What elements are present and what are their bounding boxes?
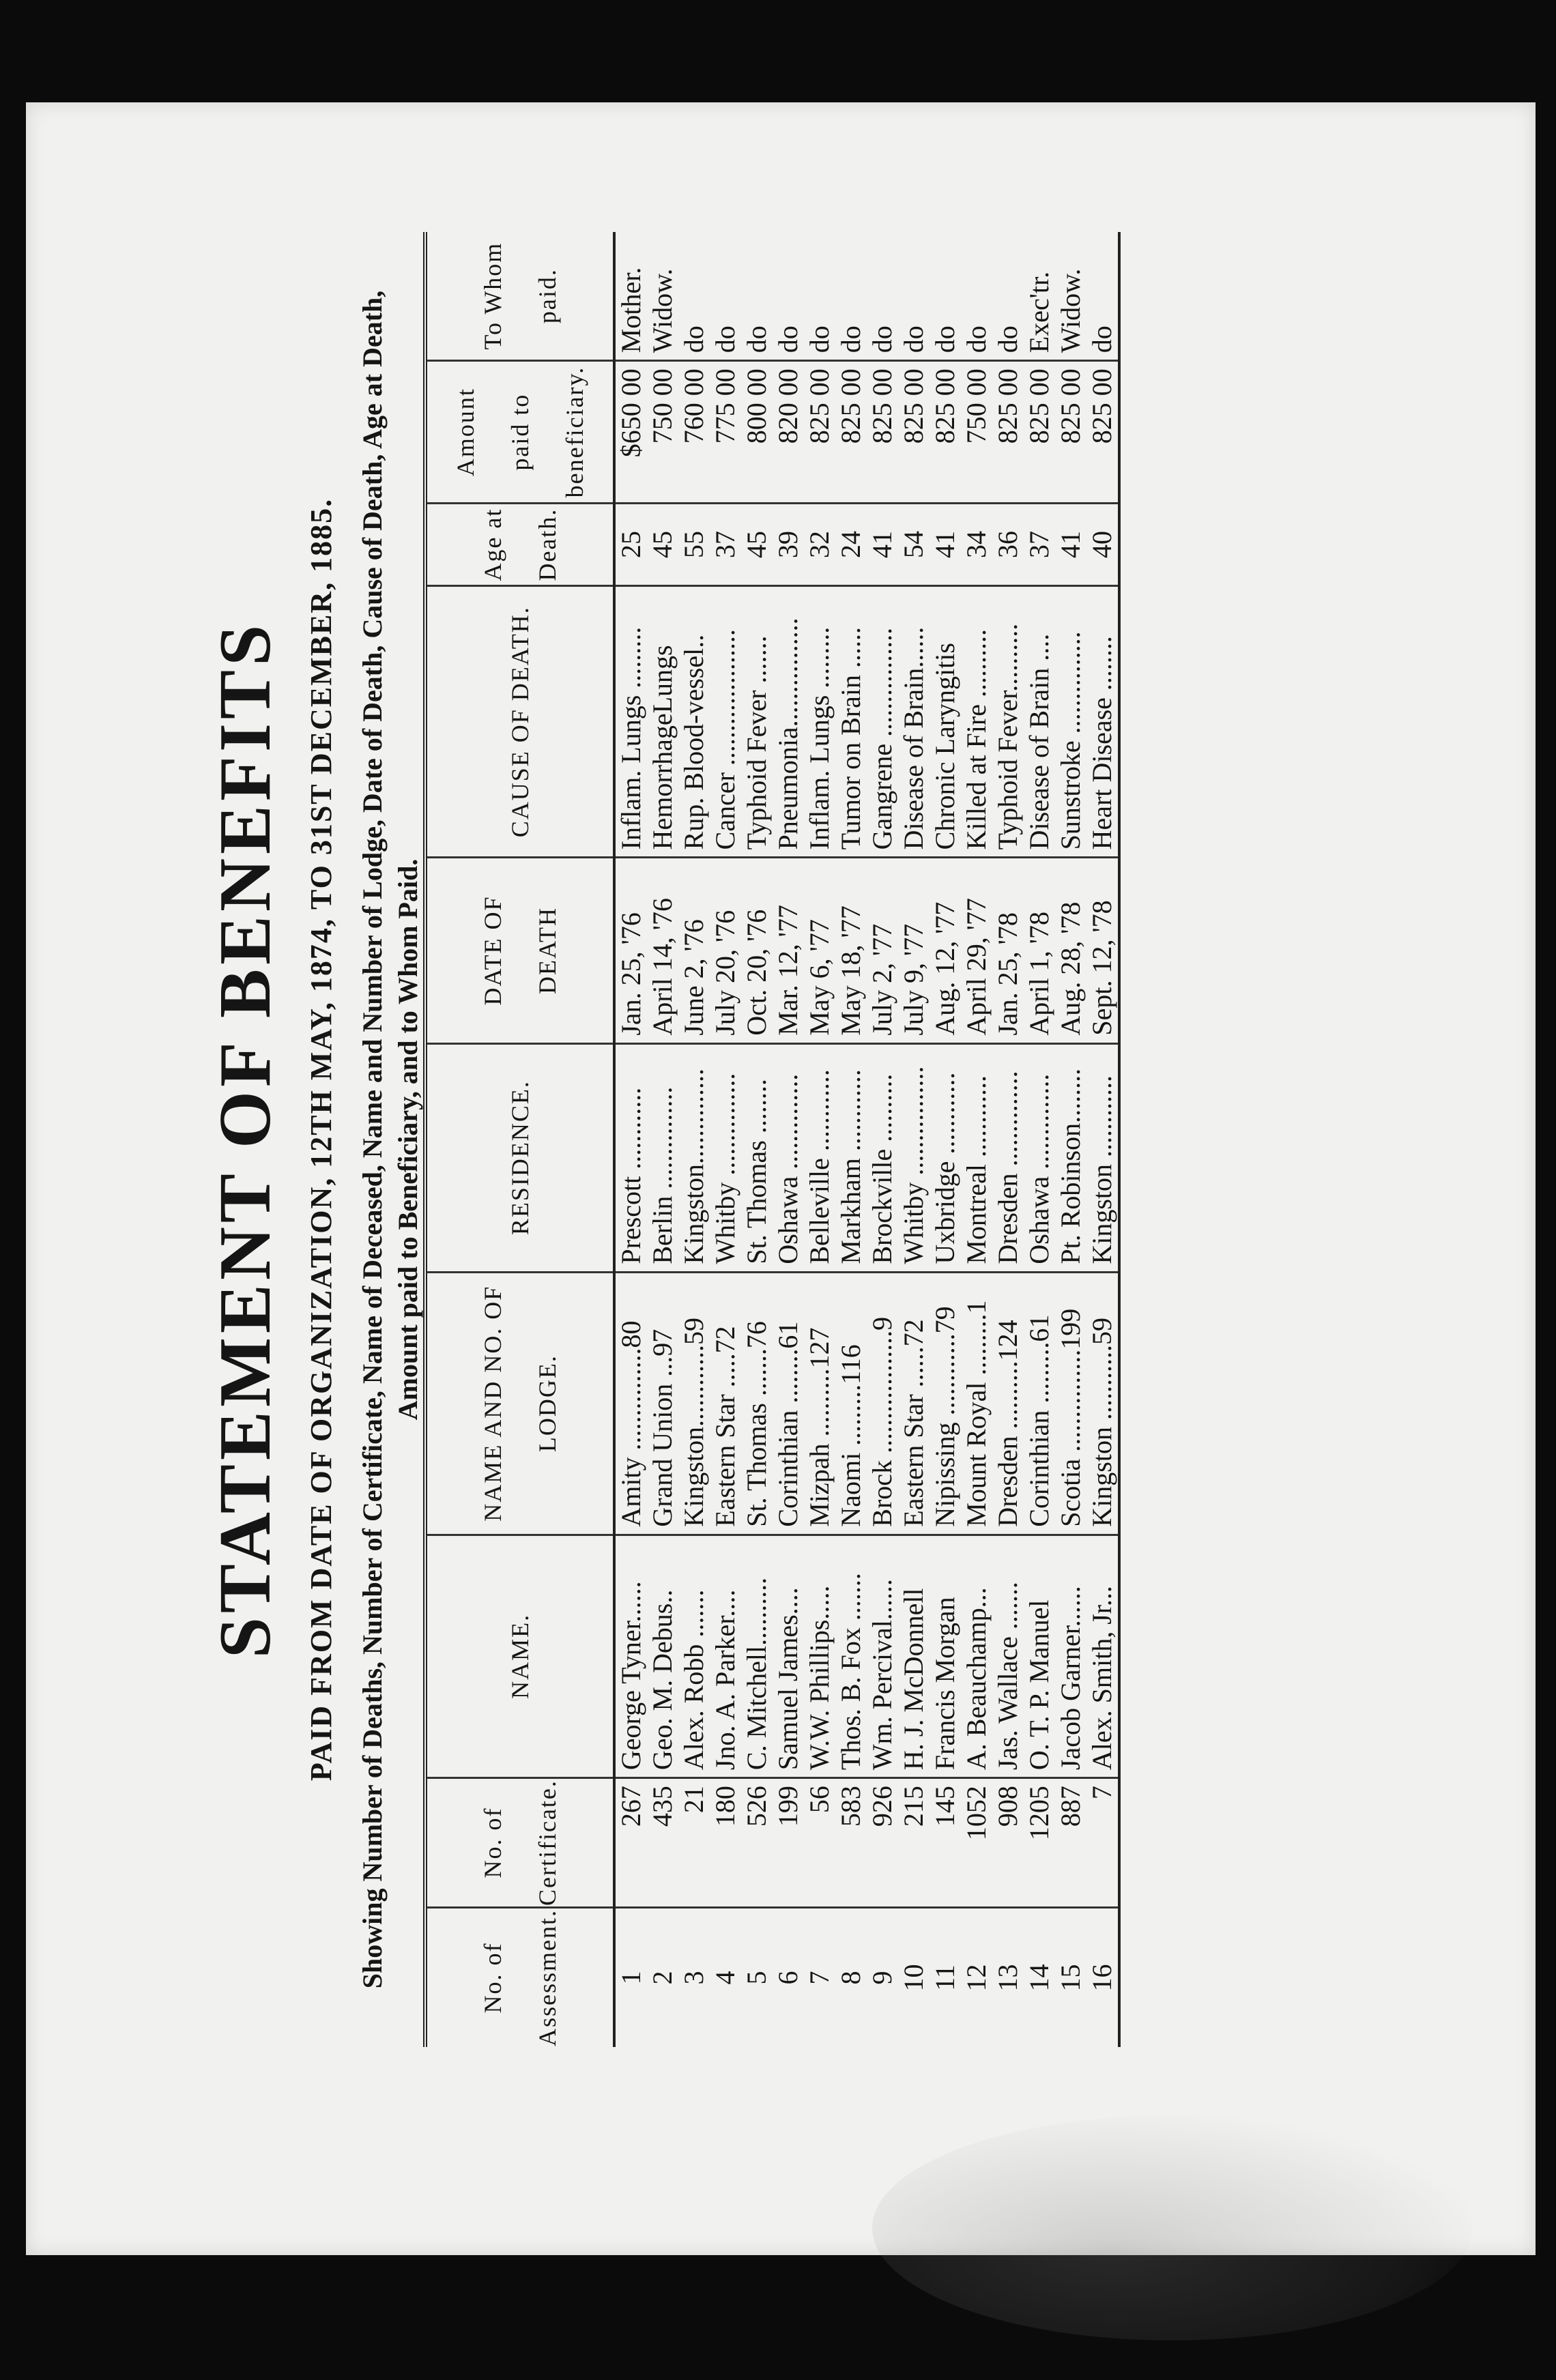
cause-cell: Sunstroke ............... xyxy=(1055,586,1086,858)
age-cell: 45 xyxy=(741,503,773,585)
whom-cell: Exec'tr. xyxy=(1024,271,1054,353)
name-cell: H. J. McDonnell xyxy=(898,1535,930,1777)
whom-cell: do xyxy=(678,325,709,353)
amount-cell: 760 00 xyxy=(678,361,710,504)
name-cell: Geo. M. Debus.. xyxy=(647,1535,678,1777)
age-cell: 37 xyxy=(1024,503,1055,585)
residence-cell: Berlin ............... xyxy=(647,1043,678,1272)
whom-cell: Widow. xyxy=(647,268,678,353)
name-cell: Thos. B. Fox ....... xyxy=(835,1535,867,1777)
age-cell: 40 xyxy=(1086,503,1119,585)
certificate-cell: 1052 xyxy=(961,1778,992,1908)
residence-cell: Pt. Robinson........ xyxy=(1055,1043,1086,1272)
col-residence-header: RESIDENCE. xyxy=(425,1043,614,1272)
lodge-cell: St. Thomas .......76 xyxy=(741,1272,773,1535)
amount-cell: 820 00 xyxy=(773,361,804,504)
assessment-cell: 4 xyxy=(710,1908,741,2048)
page-subtitle: PAID FROM DATE OF ORGANIZATION, 12TH MAY, 1874, TO 31ST DECEMBER, 1885. xyxy=(304,497,338,1782)
certificate-cell: 21 xyxy=(678,1778,710,1908)
age-cell: 37 xyxy=(710,503,741,585)
certificate-cell: 583 xyxy=(835,1778,867,1908)
amount-cell: 825 00 xyxy=(804,361,835,504)
cause-cell: HemorrhageLungs xyxy=(647,586,678,858)
lodge-cell: Corinthian .........61 xyxy=(1024,1272,1055,1535)
certificate-cell: 199 xyxy=(773,1778,804,1908)
whom-cell: do xyxy=(961,325,992,353)
assessment-cell: 13 xyxy=(992,1908,1024,2048)
whom-cell: do xyxy=(710,325,740,353)
certificate-cell: 7 xyxy=(1086,1778,1119,1908)
certificate-cell: 267 xyxy=(614,1778,647,1908)
certificate-cell: 56 xyxy=(804,1778,835,1908)
residence-cell: Kingston.............. xyxy=(678,1043,710,1272)
assessment-cell: 3 xyxy=(678,1908,710,2048)
assessment-cell: 16 xyxy=(1086,1908,1119,2048)
name-cell: Alex. Smith, Jr... xyxy=(1086,1535,1119,1777)
lodge-cell: Amity ...............80 xyxy=(614,1272,647,1535)
assessment-cell: 8 xyxy=(835,1908,867,2048)
name-cell: Jno. A. Parker.... xyxy=(710,1535,741,1777)
name-cell: Francis Morgan xyxy=(930,1535,961,1777)
lodge-cell: Naomi .........116 xyxy=(835,1272,867,1535)
name-cell: W.W. Phillips..... xyxy=(804,1535,835,1777)
lodge-cell: Kingston ...........59 xyxy=(1086,1272,1119,1535)
assessment-cell: 6 xyxy=(773,1908,804,2048)
whom-cell: do xyxy=(804,325,835,353)
residence-cell: Oshawa .............. xyxy=(1024,1043,1055,1272)
lodge-cell: Kingston............59 xyxy=(678,1272,710,1535)
assessment-cell: 7 xyxy=(804,1908,835,2048)
residence-cell: Markham ............ xyxy=(835,1043,867,1272)
col-age-header: Age at Death. xyxy=(425,503,614,585)
whom-cell: do xyxy=(773,325,803,353)
whom-cell: do xyxy=(867,325,897,353)
date-cell: July 2, '77 xyxy=(867,858,898,1043)
cause-cell: Disease of Brain...... xyxy=(898,586,930,858)
date-cell: April 1, '78 xyxy=(1024,858,1055,1043)
age-cell: 25 xyxy=(614,503,647,585)
date-cell: Mar. 12, '77 xyxy=(773,858,804,1043)
assessment-cell: 11 xyxy=(930,1908,961,2048)
rotated-content xyxy=(198,232,1358,2047)
col-certificate-header: No. of Certificate. xyxy=(425,1778,614,1908)
assessment-cell: 2 xyxy=(647,1908,678,2048)
cause-cell: Rup. Blood-vessel.. xyxy=(678,586,710,858)
amount-cell: 825 00 xyxy=(930,361,961,504)
assessment-cell: 10 xyxy=(898,1908,930,2048)
amount-cell: 825 00 xyxy=(835,361,867,504)
certificate-cell: 215 xyxy=(898,1778,930,1908)
certificate-cell: 435 xyxy=(647,1778,678,1908)
age-cell: 24 xyxy=(835,503,867,585)
date-cell: Oct. 20, '76 xyxy=(741,858,773,1043)
whom-cell: do xyxy=(741,325,772,353)
age-cell: 41 xyxy=(930,503,961,585)
cause-cell: Typhoid Fever ....... xyxy=(741,586,773,858)
table-row xyxy=(898,232,930,2047)
table-row xyxy=(1024,232,1055,2047)
table-row xyxy=(835,232,867,2047)
cause-cell: Typhoid Fever.......... xyxy=(992,586,1024,858)
whom-cell: do xyxy=(898,325,929,353)
col-whom-header: To Whom paid. xyxy=(425,232,614,361)
assessment-cell: 9 xyxy=(867,1908,898,2048)
date-cell: Sept. 12, '78 xyxy=(1086,858,1119,1043)
assessment-cell: 12 xyxy=(961,1908,992,2048)
residence-cell: Belleville ............ xyxy=(804,1043,835,1272)
amount-cell: 825 00 xyxy=(898,361,930,504)
amount-cell: 825 00 xyxy=(1055,361,1086,504)
certificate-cell: 145 xyxy=(930,1778,961,1908)
lodge-cell: Eastern Star .....72 xyxy=(710,1272,741,1535)
name-cell: O. T. P. Manuel xyxy=(1024,1535,1055,1777)
table-row xyxy=(1055,232,1086,2047)
lodge-cell: Mizpah ..........127 xyxy=(804,1272,835,1535)
name-cell: C. Mitchell.......... xyxy=(741,1535,773,1777)
cause-cell: Pneumonia................ xyxy=(773,586,804,858)
whom-cell: do xyxy=(835,325,866,353)
cause-cell: Gangrene ................ xyxy=(867,586,898,858)
residence-cell: Brockville .......... xyxy=(867,1043,898,1272)
date-cell: Jan. 25, '78 xyxy=(992,858,1024,1043)
age-cell: 36 xyxy=(992,503,1024,585)
date-cell: July 20, '76 xyxy=(710,858,741,1043)
amount-cell: 825 00 xyxy=(992,361,1024,504)
date-cell: May 18, '77 xyxy=(835,858,867,1043)
benefits-table xyxy=(423,232,1121,2047)
table-header-row xyxy=(425,232,614,2047)
lodge-cell: Nipissing ............79 xyxy=(930,1272,961,1535)
residence-cell: Whitby ............... xyxy=(710,1043,741,1272)
date-cell: May 6, '77 xyxy=(804,858,835,1043)
residence-cell: Oshawa .............. xyxy=(773,1043,804,1272)
name-cell: Alex. Robb ....... xyxy=(678,1535,710,1777)
table-row xyxy=(804,232,835,2047)
col-amount-header: Amount paid to beneficiary. xyxy=(425,361,614,504)
cause-cell: Cancer .................... xyxy=(710,586,741,858)
age-cell: 34 xyxy=(961,503,992,585)
residence-cell: Prescott ............ xyxy=(614,1043,647,1272)
date-cell: Jan. 25, '76 xyxy=(614,858,647,1043)
age-cell: 32 xyxy=(804,503,835,585)
whom-cell: do xyxy=(930,325,960,353)
amount-cell: 800 00 xyxy=(741,361,773,504)
assessment-cell: 14 xyxy=(1024,1908,1055,2048)
table-row xyxy=(961,232,992,2047)
certificate-cell: 908 xyxy=(992,1778,1024,1908)
certificate-cell: 180 xyxy=(710,1778,741,1908)
table-row xyxy=(992,232,1024,2047)
cause-cell: Tumor on Brain ...... xyxy=(835,586,867,858)
name-cell: A. Beauchamp... xyxy=(961,1535,992,1777)
name-cell: Jas. Wallace ....... xyxy=(992,1535,1024,1777)
lodge-cell: Dresden ..........124 xyxy=(992,1272,1024,1535)
age-cell: 55 xyxy=(678,503,710,585)
date-cell: July 9, '77 xyxy=(898,858,930,1043)
date-cell: June 2, '76 xyxy=(678,858,710,1043)
residence-cell: Whitby ................ xyxy=(898,1043,930,1272)
date-cell: Aug. 28, '78 xyxy=(1055,858,1086,1043)
amount-cell: 750 00 xyxy=(961,361,992,504)
residence-cell: St. Thomas ........ xyxy=(741,1043,773,1272)
date-cell: April 29, '77 xyxy=(961,858,992,1043)
assessment-cell: 1 xyxy=(614,1908,647,2048)
col-cause-header: CAUSE OF DEATH. xyxy=(425,586,614,858)
age-cell: 54 xyxy=(898,503,930,585)
lodge-cell: Eastern Star ......72 xyxy=(898,1272,930,1535)
assessment-cell: 15 xyxy=(1055,1908,1086,2048)
col-date-header: DATE OF DEATH xyxy=(425,858,614,1043)
certificate-cell: 887 xyxy=(1055,1778,1086,1908)
name-cell: Wm. Percival...... xyxy=(867,1535,898,1777)
whom-cell: do xyxy=(992,325,1023,353)
residence-cell: Kingston ............ xyxy=(1086,1043,1119,1272)
amount-cell: 775 00 xyxy=(710,361,741,504)
date-cell: Aug. 12, '77 xyxy=(930,858,961,1043)
cause-cell: Inflam. Lungs ......... xyxy=(614,586,647,858)
assessment-cell: 5 xyxy=(741,1908,773,2048)
lodge-cell: Brock ..................9 xyxy=(867,1272,898,1535)
cause-cell: Disease of Brain .... xyxy=(1024,586,1055,858)
residence-cell: Uxbridge ............ xyxy=(930,1043,961,1272)
table-row xyxy=(930,232,961,2047)
table-row xyxy=(710,232,741,2047)
certificate-cell: 526 xyxy=(741,1778,773,1908)
table-row xyxy=(773,232,804,2047)
page-title: STATEMENT OF BENEFITS xyxy=(205,620,286,1659)
date-cell: April 14, '76 xyxy=(647,858,678,1043)
name-cell: Jacob Garner...... xyxy=(1055,1535,1086,1777)
page-description: Showing Number of Deaths, Number of Certificate, Name of Deceased, Name and Number of Lodge, Date of Death, Cause of Death, Age at Death, Amount paid to Beneficiary, and to Whom Paid. xyxy=(357,290,423,1989)
amount-cell: 825 00 xyxy=(1086,361,1119,504)
cause-cell: Heart Disease ........ xyxy=(1086,586,1119,858)
lodge-cell: Corinthian ........61 xyxy=(773,1272,804,1535)
col-assessment-header: No. of Assessment. xyxy=(425,1908,614,2048)
amount-cell: 825 00 xyxy=(867,361,898,504)
cause-cell: Killed at Fire .......... xyxy=(961,586,992,858)
amount-cell: 750 00 xyxy=(647,361,678,504)
name-cell: Samuel James.... xyxy=(773,1535,804,1777)
table-row xyxy=(678,232,710,2047)
whom-cell: do xyxy=(1086,232,1119,361)
col-lodge-header: NAME AND NO. OF LODGE. xyxy=(425,1272,614,1535)
lodge-cell: Mount Royal .........1 xyxy=(961,1272,992,1535)
age-cell: 41 xyxy=(1055,503,1086,585)
age-cell: 45 xyxy=(647,503,678,585)
age-cell: 39 xyxy=(773,503,804,585)
amount-cell: 825 00 xyxy=(1024,361,1055,504)
lodge-cell: Scotia ...............199 xyxy=(1055,1272,1086,1535)
col-name-header: NAME. xyxy=(425,1535,614,1777)
name-cell: George Tyner...... xyxy=(614,1535,647,1777)
whom-cell: Widow. xyxy=(1055,268,1086,353)
cause-cell: Inflam. Lungs ......... xyxy=(804,586,835,858)
cause-cell: Chronic Laryngitis xyxy=(930,586,961,858)
amount-cell: $650 00 xyxy=(614,361,647,504)
table-row xyxy=(867,232,898,2047)
residence-cell: Montreal ............ xyxy=(961,1043,992,1272)
table-row xyxy=(1086,232,1119,2047)
table-row xyxy=(741,232,773,2047)
age-cell: 41 xyxy=(867,503,898,585)
table-row xyxy=(647,232,678,2047)
lodge-cell: Grand Union ...97 xyxy=(647,1272,678,1535)
certificate-cell: 1205 xyxy=(1024,1778,1055,1908)
paper-stain xyxy=(872,2115,1473,2340)
certificate-cell: 926 xyxy=(867,1778,898,1908)
table-row xyxy=(614,232,647,2047)
residence-cell: Dresden .............. xyxy=(992,1043,1024,1272)
whom-cell: Mother. xyxy=(616,267,646,353)
